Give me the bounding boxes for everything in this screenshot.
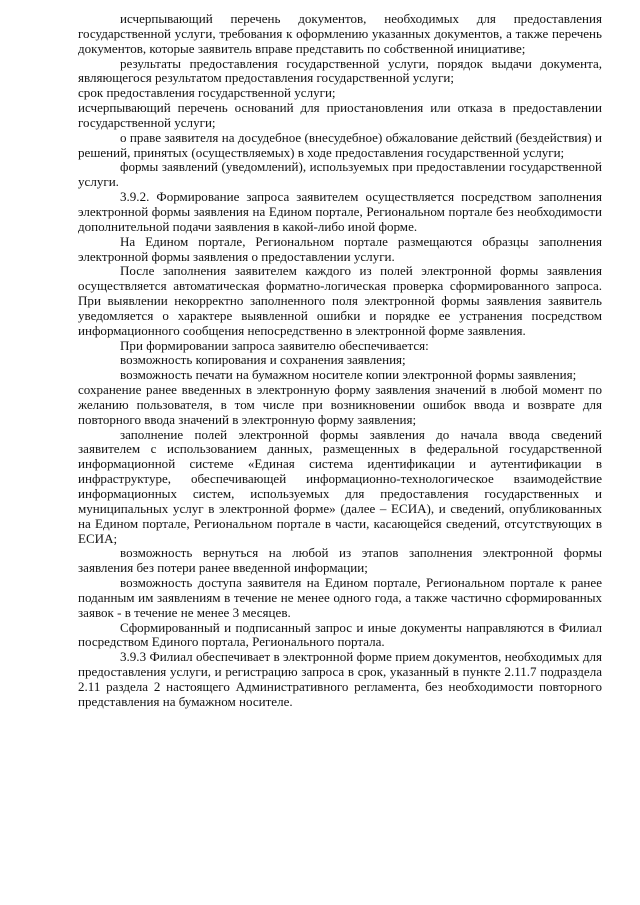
paragraph-appeal-right: о праве заявителя на досудебное (внесудебное) обжалование действий (бездействия) и решений, принятых (осуществляемых) в ходе предоставления государственной услуги;	[78, 129, 602, 160]
paragraph-documents-list: исчерпывающий перечень документов, необходимых для предоставления государственной услуги, требования к оформлению указанных документов, а также перечень документов, которые заявитель вправе представить по собственной инициативе;	[78, 11, 602, 56]
paragraph-access-history: возможность доступа заявителя на Едином портале, Региональном портале к ранее поданным им заявлениям в течение не менее одного года, а также частично сформированных заявок - в течение не менее 3 месяцев.	[78, 575, 602, 620]
paragraph-return-step: возможность вернуться на любой из этапов заполнения электронной формы заявления без потери ранее введенной информации;	[78, 545, 602, 576]
paragraph-section-3-9-2: 3.9.2. Формирование запроса заявителем осуществляется посредством заполнения электронной формы заявления на Едином портале, Региональном портале без необходимости дополнительной подачи заявления в какой-либо иной форме.	[78, 189, 602, 234]
paragraph-provided-features: При формировании запроса заявителю обеспечивается:	[120, 337, 429, 353]
paragraph-save-values: сохранение ранее введенных в электронную форму заявления значений в любой момент по желанию пользователя, в том числе при возникновении ошибок ввода и возврате для повторного ввода значений в электронную форму заявления;	[78, 382, 602, 427]
paragraph-form-samples: На Едином портале, Региональном портале размещаются образцы заполнения электронной формы заявления о предоставлении услуги.	[78, 233, 602, 264]
paragraph-refusal-grounds: исчерпывающий перечень оснований для приостановления или отказа в предоставлении государственной услуги;	[78, 100, 602, 130]
paragraph-esia-prefill: заполнение полей электронной формы заявления до начала ввода сведений заявителем с использованием данных, размещенных в федеральной государственной информационной системе «Единая система идентификации и аутентификации в инфраструктуре, обеспечивающей информационно-технологическое взаимодействие информационных систем, используемых для предоставления государственных и муниципальных услуг в электронной форме» (далее – ЕСИА), и сведений, опубликованных на Едином портале, Региональном портале в части, касающейся сведений, отсутствующих в ЕСИА;	[78, 426, 602, 546]
document-page	[78, 12, 602, 710]
paragraph-format-check: После заполнения заявителем каждого из полей электронной формы заявления осуществляется автоматическая форматно-логическая проверка сформированного запроса. При выявлении некорректно заполненного поля электронной формы заявления заявитель уведомляется о характере выявленной ошибки и порядке ее устранения посредством информационного сообщения непосредственно в электронной форме заявления.	[78, 263, 602, 338]
paragraph-print: возможность печати на бумажном носителе копии электронной формы заявления;	[120, 367, 577, 383]
paragraph-copy-save: возможность копирования и сохранения заявления;	[120, 352, 406, 368]
paragraph-deadline: срок предоставления государственной услуги;	[78, 85, 336, 101]
paragraph-submission: Сформированный и подписанный запрос и иные документы направляются в Филиал посредством Единого портала, Регионального портала.	[78, 619, 602, 650]
paragraph-section-3-9-3: 3.9.3 Филиал обеспечивает в электронной форме прием документов, необходимых для предоставления услуги, и регистрацию запроса в срок, указанный в пункте 2.11.7 подраздела 2.11 раздела 2 настоящего Административного регламента, без необходимости повторного представления на бумажном носителе.	[78, 649, 602, 709]
paragraph-results: результаты предоставления государственной услуги, порядок выдачи документа, являющегося результатом предоставления государственной услуги;	[78, 55, 602, 86]
paragraph-application-forms: формы заявлений (уведомлений), используемых при предоставлении государственной услуги.	[78, 159, 602, 190]
